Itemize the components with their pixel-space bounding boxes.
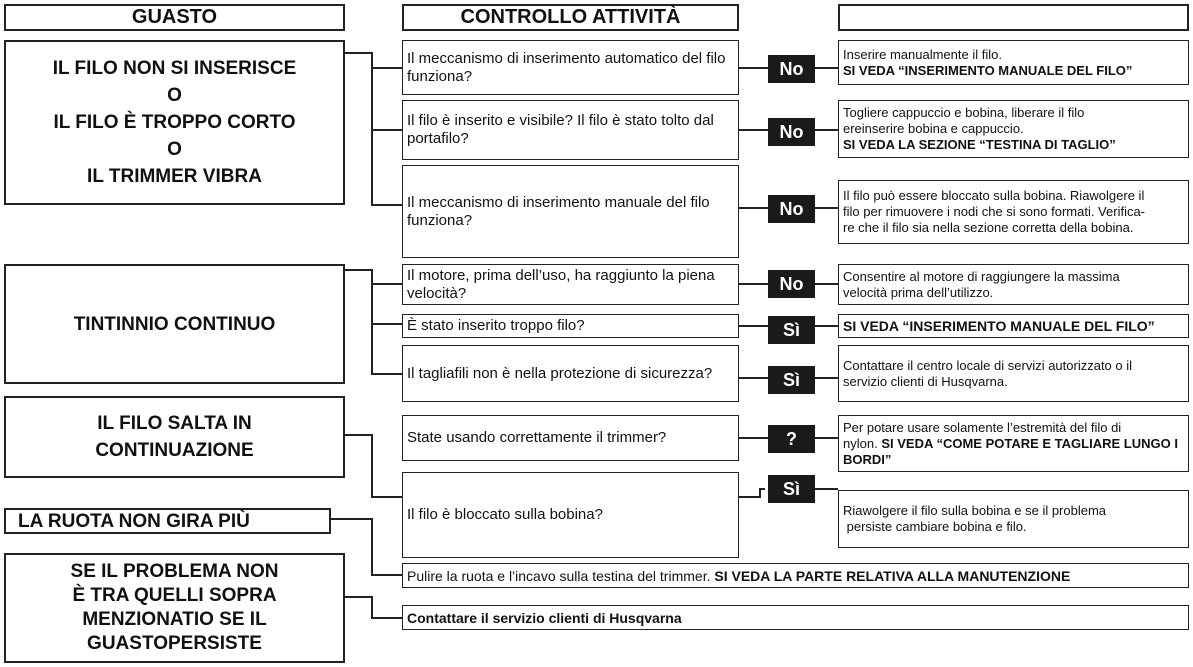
check-text: Il meccanismo di inserimento manuale del filo funziona? [407, 193, 710, 229]
action-text: Per potare usare solamente l’estremità del filo di [843, 419, 1122, 435]
fault-box-tintinnio [4, 264, 345, 384]
connector-fault2 [345, 270, 402, 374]
action-text: filo per rimuovere i nodi che si sono formati. Verifica- [843, 204, 1146, 219]
action-box-row3 [838, 180, 1189, 244]
answer-flag-row8: Sì [768, 475, 815, 503]
fault-box-filo-non-inserisce [4, 40, 345, 205]
wide-box-ruota-action [402, 563, 1189, 588]
fault-text: O [167, 85, 182, 106]
action-reference: SI VEDA LA SEZIONE “TESTINA DI TAGLIO” [843, 137, 1116, 152]
action-text: Contattare il centro locale di servizi autorizzato o il [843, 357, 1133, 373]
answer-flag-row5: Sì [768, 316, 815, 344]
action-text: persiste cambiare bobina e filo. [843, 519, 1027, 534]
check-box-row3 [402, 165, 739, 258]
check-text: È stato inserito troppo filo? [407, 317, 585, 334]
action-text: ereinserire bobina e cappuccio. [843, 121, 1024, 136]
wide-reference: Contattare il servizio clienti di Husqvarna [407, 609, 682, 626]
fault-text: È TRA QUELLI SOPRA [72, 585, 277, 606]
header-action [838, 4, 1189, 31]
fault-text: O [167, 139, 182, 160]
check-box-row8 [402, 472, 739, 558]
action-box-row6 [838, 345, 1189, 402]
action-reference: SI VEDA “INSERIMENTO MANUALE DEL FILO” [843, 62, 1133, 78]
check-box-row6 [402, 345, 739, 402]
wide-text: Pulire la ruota e l’incavo sulla testina del trimmer. [407, 567, 711, 584]
action-box-row4 [838, 264, 1189, 305]
action-box-row5 [838, 314, 1189, 338]
header-guasto: GUASTO [4, 4, 345, 31]
action-box-row7 [838, 415, 1189, 472]
fault-text: GUASTOPERSISTE [87, 633, 262, 654]
fault-text: CONTINUAZIONE [95, 440, 254, 461]
action-text: nylon. [843, 435, 878, 451]
fault-box-ruota [4, 508, 331, 534]
fault-text: IL FILO NON SI INSERISCE [52, 58, 297, 79]
connector-fault5 [345, 597, 402, 618]
action-text: Il filo può essere bloccato sulla bobina. Riawolgere il [843, 188, 1145, 203]
action-reference: SI VEDA “INSERIMENTO MANUALE DEL FILO” [843, 318, 1155, 334]
check-text: Il motore, prima dell’uso, ha raggiunto la piena velocità? [407, 266, 715, 302]
action-box-row2 [838, 100, 1189, 158]
check-text: Il meccanismo di inserimento automatico del filo funziona? [407, 49, 726, 85]
action-text: servizio clienti di Husqvarna. [843, 373, 1008, 389]
answer-flag-row3: No [768, 195, 815, 223]
action-text: Riawolgere il filo sulla bobina e se il problema [843, 503, 1107, 518]
fault-text: IL TRIMMER VIBRA [87, 166, 262, 187]
fault-text: SE IL PROBLEMA NON [70, 561, 279, 582]
check-box-row2 [402, 100, 739, 160]
check-box-row7 [402, 415, 739, 461]
answer-flag-row6: Sì [768, 366, 815, 394]
check-text: Il filo è bloccato sulla bobina? [407, 506, 603, 523]
check-box-row4 [402, 264, 739, 305]
fault-text: IL FILO SALTA IN [97, 413, 252, 434]
answer-flag-row7: ? [768, 425, 815, 453]
action-box-row8 [838, 490, 1189, 548]
answer-flag-row2: No [768, 118, 815, 146]
answer-flag-row1: No [768, 55, 815, 83]
header-controllo-attivita: CONTROLLO ATTIVITÀ [402, 4, 739, 31]
check-text: State usando correttamente il trimmer? [407, 429, 667, 446]
fault-box-problema-non [4, 553, 345, 663]
check-box-row5 [402, 314, 739, 338]
fault-text: IL FILO È TROPPO CORTO [53, 112, 296, 133]
check-box-row1 [402, 40, 739, 95]
fault-text: MENZIONATIO SE IL [82, 609, 267, 630]
fault-box-filo-salta [4, 396, 345, 478]
answer-flag-row4: No [768, 270, 815, 298]
action-text: re che il filo sia nella sezione corretta della bobina. [843, 220, 1134, 235]
action-box-row1 [838, 40, 1189, 85]
check-text: Il filo è inserito e visibile? Il filo è stato tolto dal portafilo? [407, 112, 714, 147]
action-reference: SI VEDA “COME POTARE E TAGLIARE LUNGO I BORDI” [843, 435, 1178, 467]
check-text: Il tagliafili non è nella protezione di sicurezza? [407, 364, 713, 382]
action-text: Inserire manualmente il filo. [843, 46, 1002, 62]
action-text: Togliere cappuccio e bobina, liberare il filo [843, 105, 1085, 120]
action-text: Consentire al motore di raggiungere la massima [843, 268, 1120, 284]
fault-text: LA RUOTA NON GIRA PIÙ [18, 510, 250, 532]
action-text: velocità prima dell’utilizzo. [843, 284, 994, 300]
wide-reference: SI VEDA LA PARTE RELATIVA ALLA MANUTENZIONE [714, 567, 1071, 584]
fault-text: TINTINNIO CONTINUO [73, 313, 276, 335]
wide-box-contact-action [402, 605, 1189, 630]
